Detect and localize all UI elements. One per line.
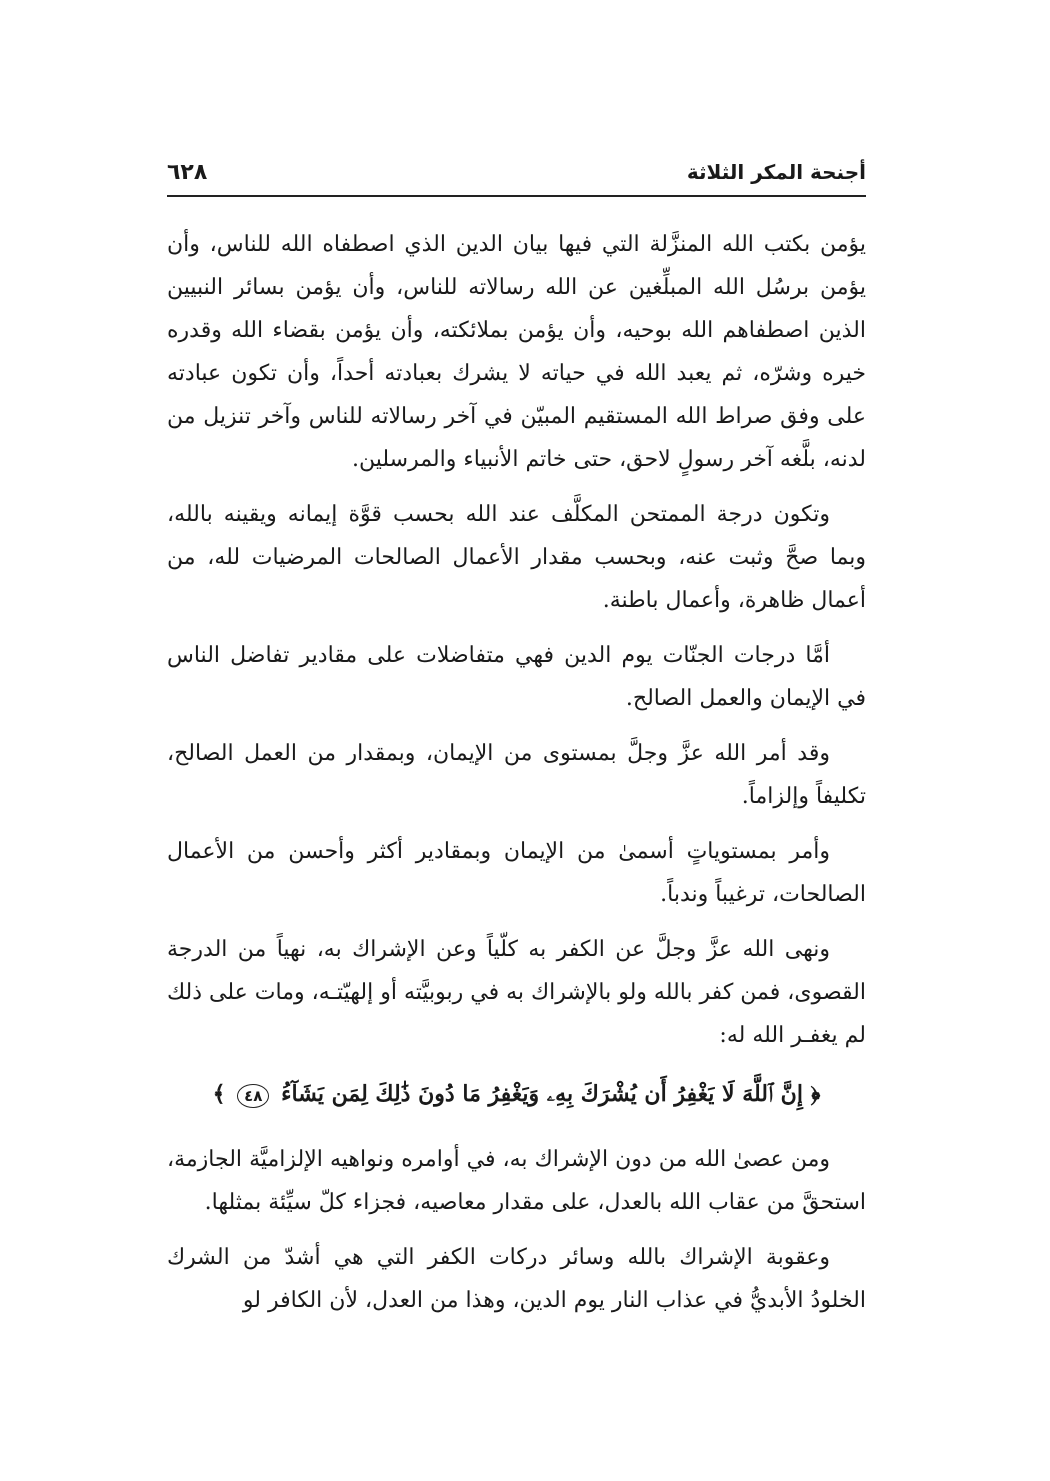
header-divider [167, 195, 866, 197]
verse-text: إِنَّ ٱللَّهَ لَا يَغْفِرُ أَن يُشْرَكَ بِهِۦ وَيَغْفِرُ مَا دُونَ ذَٰلِكَ لِمَن يَشَآءُ [281, 1081, 803, 1107]
verse-number: ٤٨ [237, 1084, 269, 1108]
page-body [167, 223, 866, 1334]
verse-close-bracket: ﴾ [212, 1081, 226, 1107]
paragraph: أمَّا درجات الجنّات يوم الدين فهي متفاضلات على مقادير تفاضل الناس في الإيمان والعمل الصالح. [167, 643, 866, 711]
paragraph: وعقوبة الإشراك بالله وسائر دركات الكفر التي هي أشدّ من الشرك الخلودُ الأبديُّ في عذاب النار يوم الدين، وهذا من العدل، لأن الكافر لو [167, 1245, 866, 1313]
running-header [167, 150, 866, 190]
quran-verse [167, 1073, 866, 1116]
book-title: أجنحة المكر الثلاثة [686, 160, 866, 184]
paragraph: وأمر بمستوياتٍ أسمىٰ من الإيمان وبمقادير أكثر وأحسن من الأعمال الصالحات، ترغيباً وندباً. [167, 839, 866, 907]
verse-open-bracket: ﴿ [810, 1081, 821, 1107]
paragraph: ونهى الله عزَّ وجلَّ عن الكفر به كلّياً وعن الإشراك به، نهياً من الدرجة القصوى، فمن كفر بالله ولو بالإشراك به في ربوبيَّته أو إلهيّتـه، ومات على ذلك لم يغفـر الله له: [167, 937, 866, 1048]
page-number: ٦٢٨ [167, 160, 208, 185]
paragraph: يؤمن بكتب الله المنزَّلة التي فيها بيان الدين الذي اصطفاه الله للناس، وأن يؤمن برسُل الله المبلِّغين عن الله رسالاته للناس، وأن يؤمن بسائر النبيين الذين اصطفاهم الله بوحيه، وأن يؤمن بملائكته، وأن يؤمن بقضاء الله وقدره خيره وشرّه، ثم يعبد الله في حياته لا يشرك بعبادته أحداً، وأن تكون عبادته على وفق صراط الله المستقيم المبيّن في آخر رسالاته للناس وآخر تنزيل من لدنه، بلَّغه آخر رسولٍ لاحق، حتى خاتم الأنبياء والمرسلين. [167, 232, 866, 472]
paragraph: ومن عصىٰ الله من دون الإشراك به، في أوامره ونواهيه الإلزاميَّة الجازمة، استحقَّ من عقاب الله بالعدل، على مقدار معاصيه، فجزاء كلّ سيِّئة بمثلها. [167, 1147, 866, 1215]
paragraph: وقد أمر الله عزَّ وجلَّ بمستوى من الإيمان، وبمقدار من العمل الصالح، تكليفاً وإلزاماً. [167, 741, 866, 809]
paragraph: وتكون درجة الممتحن المكلَّف عند الله بحسب قوَّة إيمانه ويقينه بالله، وبما صحَّ وثبت عنه، وبحسب مقدار الأعمال الصالحات المرضيات لله، من أعمال ظاهرة، وأعمال باطنة. [167, 502, 866, 613]
